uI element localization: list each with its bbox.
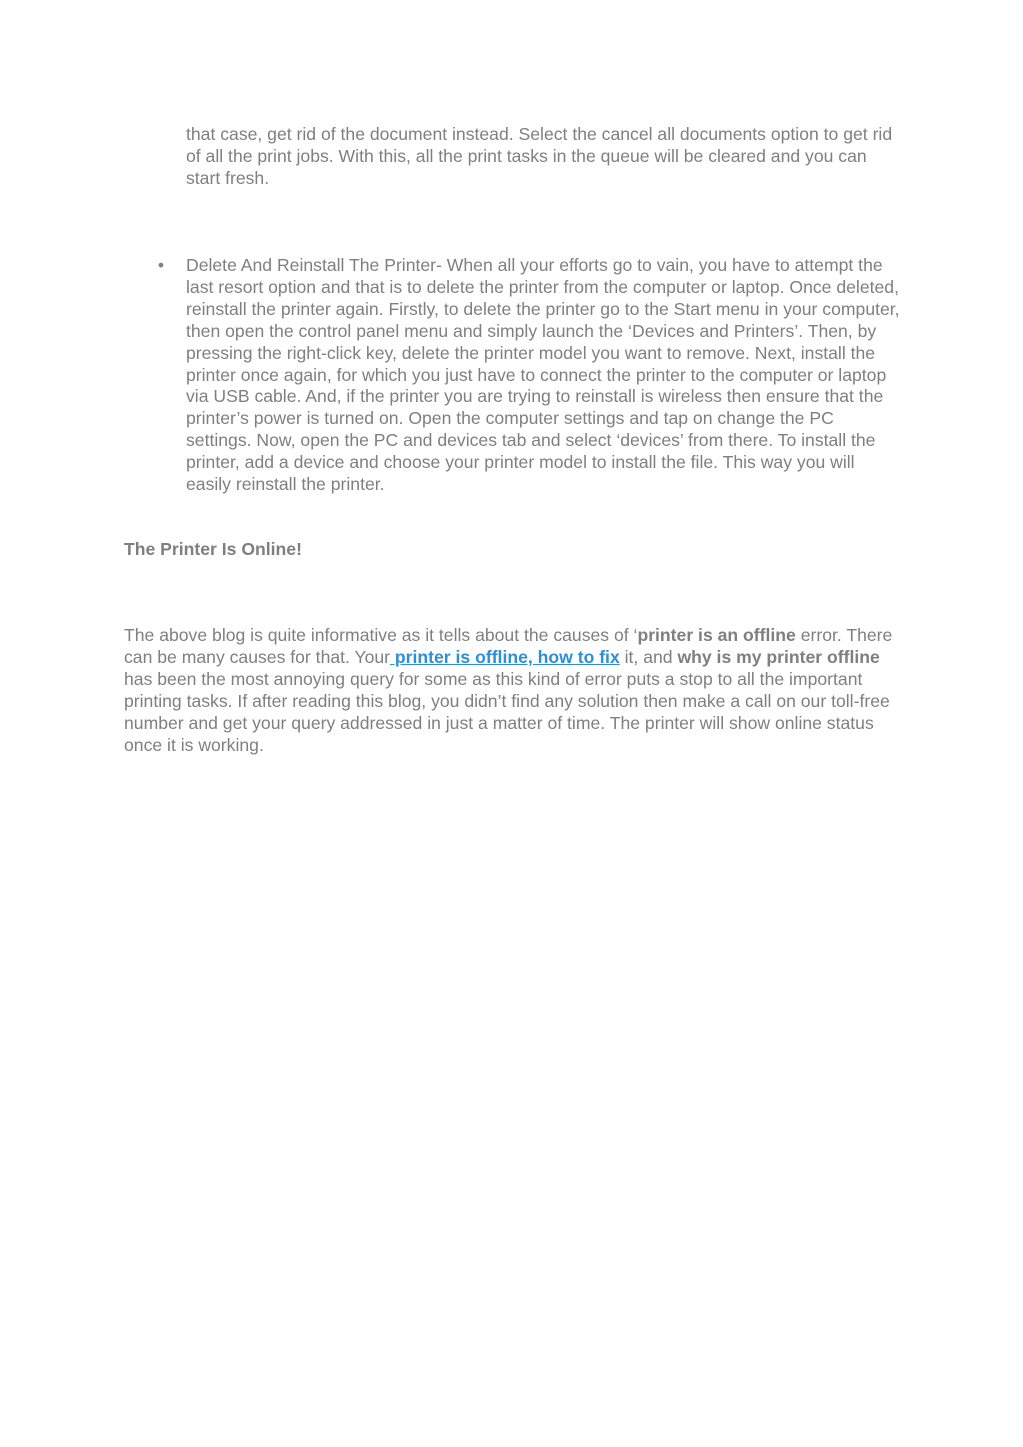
section-heading: The Printer Is Online!	[124, 539, 302, 559]
conclusion-paragraph	[124, 625, 896, 756]
conclusion-text-3: it, and	[619, 646, 678, 667]
bullet-icon: •	[157, 255, 165, 275]
conclusion-text-2: error. There can be many causes for that. Your	[124, 625, 893, 667]
conclusion-text-1: The above blog is quite informative as it tells about the causes of ‘	[124, 625, 638, 645]
bullet-item-delete-reinstall: Delete And Reinstall The Printer- When all your efforts go to vain, you have to attempt the last resort option and that is to delete the printer from the computer or laptop. Once deleted, reinstall the printer again. Firstly, to delete the printer go to the Start menu in your computer, then open the control panel menu and simply launch the ‘Devices and Printers’. Then, by pressing the right-click key, delete the printer model you want to remove. Next, install the printer once again, for which you just have to connect the printer to the computer or laptop via USB cable. And, if the printer you are trying to reinstall is wireless then ensure that the printer’s power is turned on. Open the computer settings and tap on change the PC settings. Now, open the PC and devices tab and select ‘devices’ from there. To install the printer, add a device and choose your printer model to install the file. This way you will easily reinstall the printer.	[186, 255, 900, 495]
conclusion-text-4: has been the most annoying query for some as this kind of error puts a stop to all the important printing tasks. If after reading this blog, you didn’t find any solution then make a call on our toll-free number and get your query addressed in just a matter of time. The printer will show online status once it is working.	[124, 668, 890, 755]
printer-offline-fix-link[interactable]: printer is offline, how to fix	[390, 646, 620, 667]
conclusion-bold-1: printer is an offline	[637, 625, 796, 645]
continued-paragraph: that case, get rid of the document instead. Select the cancel all documents option to get rid of all the print jobs. With this, all the print tasks in the queue will be cleared and you can start fresh.	[186, 124, 893, 188]
conclusion-bold-2: why is my printer offline	[677, 646, 880, 667]
